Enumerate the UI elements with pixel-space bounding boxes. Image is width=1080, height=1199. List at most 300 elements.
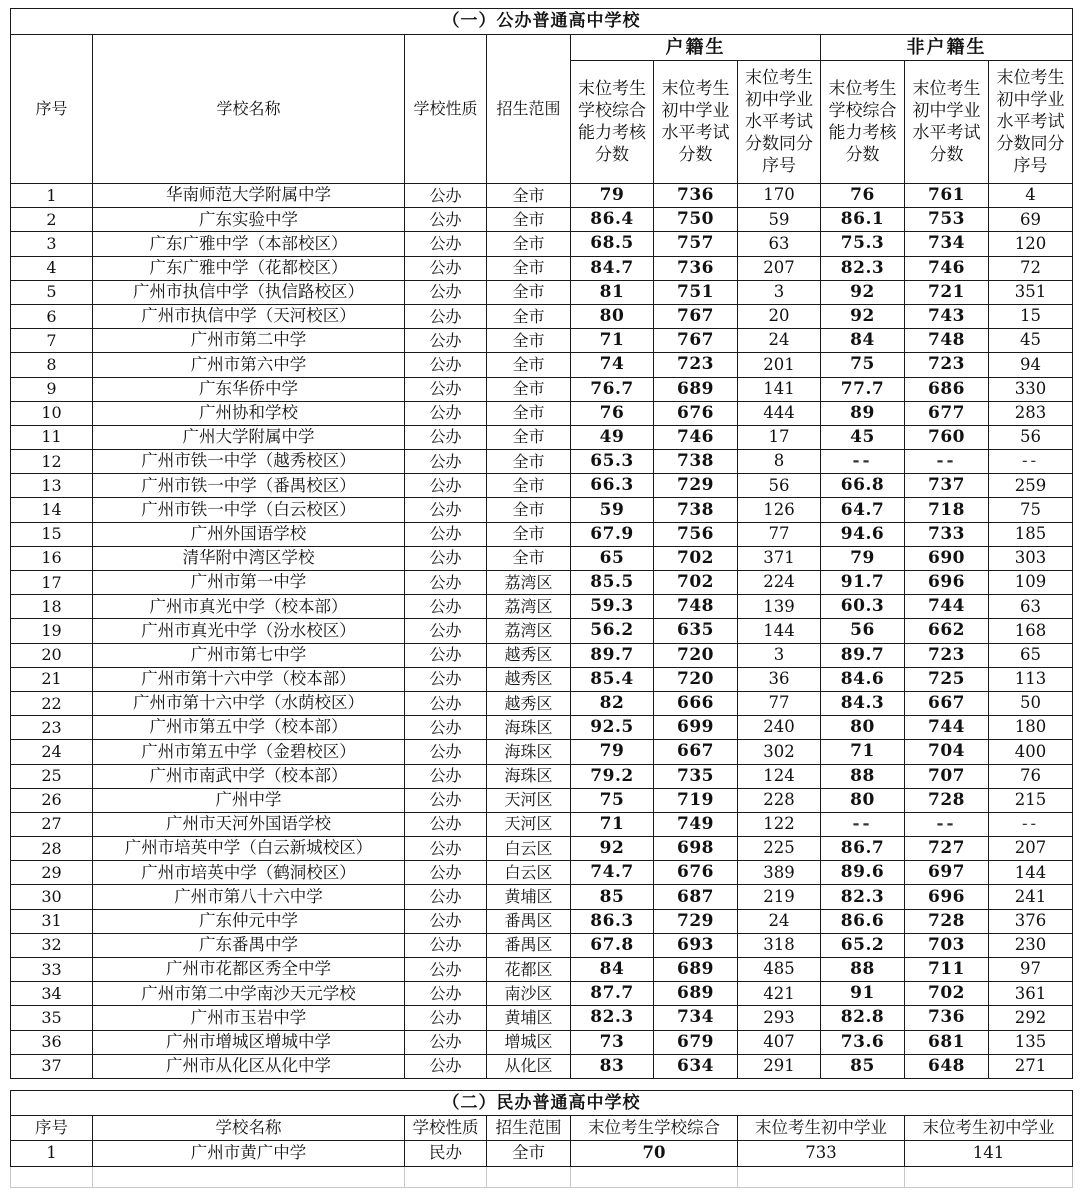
cell-nonlocal-score-b: 696 xyxy=(905,885,989,909)
cell-nonlocal-score-b: 697 xyxy=(905,861,989,885)
cell-nonlocal-score-c: 180 xyxy=(989,716,1073,740)
cell-school-name: 广州市培英中学（鹤洞校区） xyxy=(93,861,405,885)
cell-index: 7 xyxy=(11,329,93,353)
cell-nonlocal-score-a: 84 xyxy=(821,329,905,353)
col-header-local-score-c: 末位考生初中学业水平考试分数同分序号 xyxy=(738,61,821,184)
cell-school-name: 广州市真光中学（校本部） xyxy=(93,595,405,619)
cell-local-score-a: 85 xyxy=(571,885,654,909)
cell-nonlocal-score-c: 259 xyxy=(989,474,1073,498)
cell-range: 黄埔区 xyxy=(487,885,571,909)
cell-local-score-b: 751 xyxy=(654,280,738,304)
cell-nonlocal-score-b: 662 xyxy=(905,619,989,643)
cell-local-score-b: 723 xyxy=(654,353,738,377)
cell-local-score-a: 87.7 xyxy=(571,982,654,1006)
cell-nature: 公办 xyxy=(405,837,487,861)
table-row xyxy=(11,184,1073,208)
cell-range: 全市 xyxy=(487,329,571,353)
cell-range: 增城区 xyxy=(487,1030,571,1054)
cell-nonlocal-score-c: 230 xyxy=(989,933,1073,957)
cell-nonlocal-score-a: 82.8 xyxy=(821,1006,905,1030)
table-row xyxy=(11,571,1073,595)
cell-nonlocal-score-c: 330 xyxy=(989,377,1073,401)
cell-local-score-b: 634 xyxy=(654,1054,738,1078)
cell-school-name: 广东华侨中学 xyxy=(93,377,405,401)
cell-nonlocal-score-b: 707 xyxy=(905,764,989,788)
cell-nature: 公办 xyxy=(405,958,487,982)
cell-local-score-a: 80 xyxy=(571,304,654,328)
cell-local-score-b: 736 xyxy=(654,184,738,208)
cell-nonlocal-score-a: 91 xyxy=(821,982,905,1006)
table-row xyxy=(11,861,1073,885)
cell-nonlocal-score-c: 185 xyxy=(989,522,1073,546)
table-row xyxy=(11,329,1073,353)
cell-range: 南沙区 xyxy=(487,982,571,1006)
cell-index: 19 xyxy=(11,619,93,643)
cell-local-score-c: 240 xyxy=(738,716,821,740)
cell-nature: 公办 xyxy=(405,619,487,643)
cell-nonlocal-score-a: 75 xyxy=(821,353,905,377)
cell-nonlocal-score-a: 82.3 xyxy=(821,885,905,909)
cell-nature: 公办 xyxy=(405,861,487,885)
cell-local-score-b: 736 xyxy=(654,256,738,280)
cell-index: 29 xyxy=(11,861,93,885)
cell-local-score-b: 750 xyxy=(654,208,738,232)
cell-nonlocal-score-b: 753 xyxy=(905,208,989,232)
cell-nonlocal-score-a: 75.3 xyxy=(821,232,905,256)
cell-range: 全市 xyxy=(487,280,571,304)
cell-local-score-a: 66.3 xyxy=(571,474,654,498)
cell-local-score-c: 77 xyxy=(738,691,821,715)
cell-nonlocal-score-a: 89.7 xyxy=(821,643,905,667)
col-header-range: 招生范围 xyxy=(487,1116,571,1141)
cell-nonlocal-score-b: 677 xyxy=(905,401,989,425)
cell-index: 3 xyxy=(11,232,93,256)
cell-nature: 公办 xyxy=(405,474,487,498)
cell-local-score-c: 144 xyxy=(738,619,821,643)
col-header-range: 招生范围 xyxy=(487,35,571,184)
cell-local-score-a: 84.7 xyxy=(571,256,654,280)
cell-index: 11 xyxy=(11,425,93,449)
cell-nonlocal-score-b: 746 xyxy=(905,256,989,280)
cell-nonlocal-score-c: 303 xyxy=(989,546,1073,570)
cell-nature: 公办 xyxy=(405,353,487,377)
cell-nature: 公办 xyxy=(405,522,487,546)
cell-index: 37 xyxy=(11,1054,93,1078)
cell-range: 全市 xyxy=(487,450,571,474)
cell-nonlocal-score-a: 80 xyxy=(821,788,905,812)
cell-nonlocal-score-a: 66.8 xyxy=(821,474,905,498)
cell-nonlocal-score-c: 271 xyxy=(989,1054,1073,1078)
col-header-score-a: 末位考生学校综合 xyxy=(571,1116,738,1141)
cell-index: 8 xyxy=(11,353,93,377)
cell-school-name: 广州市铁一中学（白云校区） xyxy=(93,498,405,522)
cell-local-score-c: 8 xyxy=(738,450,821,474)
table-row xyxy=(11,885,1073,909)
cell-school-name: 广州市第二中学 xyxy=(93,329,405,353)
cell-nonlocal-score-c: -- xyxy=(989,812,1073,836)
cell-school-name: 广州市花都区秀全中学 xyxy=(93,958,405,982)
cell-nonlocal-score-a: 86.6 xyxy=(821,909,905,933)
cell-local-score-a: 65.3 xyxy=(571,450,654,474)
cell-nonlocal-score-b: -- xyxy=(905,812,989,836)
cell-nature: 公办 xyxy=(405,450,487,474)
cell-nature: 公办 xyxy=(405,812,487,836)
cell-local-score-c: 224 xyxy=(738,571,821,595)
cell-nature: 公办 xyxy=(405,208,487,232)
cell-school-name: 华南师范大学附属中学 xyxy=(93,184,405,208)
cell-local-score-c: 291 xyxy=(738,1054,821,1078)
table-row xyxy=(11,933,1073,957)
cell-local-score-a: 56.2 xyxy=(571,619,654,643)
cell-range: 越秀区 xyxy=(487,643,571,667)
cell-nature: 公办 xyxy=(405,425,487,449)
cell-nonlocal-score-c: 109 xyxy=(989,571,1073,595)
cell-nature: 公办 xyxy=(405,1030,487,1054)
section-title: （二）民办普通高中学校 xyxy=(11,1091,1073,1116)
cell-nature: 公办 xyxy=(405,546,487,570)
cell-local-score-a: 81 xyxy=(571,280,654,304)
cell-nonlocal-score-b: 648 xyxy=(905,1054,989,1078)
cell-school-name: 广州市第七中学 xyxy=(93,643,405,667)
cell-local-score-b: 748 xyxy=(654,595,738,619)
cell-nature: 公办 xyxy=(405,885,487,909)
table-row xyxy=(11,595,1073,619)
cell-nature: 公办 xyxy=(405,933,487,957)
table-row xyxy=(11,450,1073,474)
cell-nonlocal-score-a: 92 xyxy=(821,304,905,328)
cell-nonlocal-score-c: 135 xyxy=(989,1030,1073,1054)
cell-nonlocal-score-b: 725 xyxy=(905,667,989,691)
cell-score-b: 733 xyxy=(738,1141,905,1167)
cell-local-score-c: 293 xyxy=(738,1006,821,1030)
cell-nonlocal-score-c: 97 xyxy=(989,958,1073,982)
cell-local-score-a: 79 xyxy=(571,740,654,764)
cell-nonlocal-score-b: 686 xyxy=(905,377,989,401)
table-row xyxy=(11,1006,1073,1030)
table-row xyxy=(11,909,1073,933)
table-row xyxy=(11,837,1073,861)
cell-school-name: 广州市执信中学（执信路校区） xyxy=(93,280,405,304)
cell-local-score-a: 68.5 xyxy=(571,232,654,256)
cell-nature: 公办 xyxy=(405,909,487,933)
cell-nonlocal-score-a: 64.7 xyxy=(821,498,905,522)
col-header-nature: 学校性质 xyxy=(405,35,487,184)
col-header-nature: 学校性质 xyxy=(405,1116,487,1141)
table-row xyxy=(11,304,1073,328)
table-row xyxy=(11,425,1073,449)
cell-school-name: 广东实验中学 xyxy=(93,208,405,232)
cell-school-name: 广州市真光中学（汾水校区） xyxy=(93,619,405,643)
cell-nature: 公办 xyxy=(405,571,487,595)
cell-index: 30 xyxy=(11,885,93,909)
cell-nonlocal-score-b: 718 xyxy=(905,498,989,522)
cell-nonlocal-score-c: 113 xyxy=(989,667,1073,691)
cell-nonlocal-score-b: 748 xyxy=(905,329,989,353)
cell-nonlocal-score-a: -- xyxy=(821,450,905,474)
cell-local-score-c: 24 xyxy=(738,909,821,933)
cell-range: 全市 xyxy=(487,1141,571,1167)
cell-school-name: 广州市第一中学 xyxy=(93,571,405,595)
cell-local-score-c: 124 xyxy=(738,764,821,788)
cell-range: 全市 xyxy=(487,522,571,546)
cell-nonlocal-score-a: 45 xyxy=(821,425,905,449)
table-row xyxy=(11,474,1073,498)
table-row xyxy=(11,619,1073,643)
cell-nonlocal-score-b: 737 xyxy=(905,474,989,498)
cell-nonlocal-score-b: 667 xyxy=(905,691,989,715)
cell-local-score-c: 318 xyxy=(738,933,821,957)
cell-range: 全市 xyxy=(487,498,571,522)
cell-local-score-b: 693 xyxy=(654,933,738,957)
cell-nature: 公办 xyxy=(405,280,487,304)
cell-range: 荔湾区 xyxy=(487,619,571,643)
cell-range: 越秀区 xyxy=(487,691,571,715)
cell-local-score-c: 3 xyxy=(738,280,821,304)
cell-nonlocal-score-c: 56 xyxy=(989,425,1073,449)
cell-range: 从化区 xyxy=(487,1054,571,1078)
cell-local-score-a: 84 xyxy=(571,958,654,982)
cell-local-score-b: 767 xyxy=(654,329,738,353)
cell-school-name: 广州市第八十六中学 xyxy=(93,885,405,909)
cell-range: 全市 xyxy=(487,208,571,232)
cell-nonlocal-score-a: 91.7 xyxy=(821,571,905,595)
cell-local-score-a: 59.3 xyxy=(571,595,654,619)
cell-index: 35 xyxy=(11,1006,93,1030)
cell-local-score-c: 219 xyxy=(738,885,821,909)
table-row xyxy=(11,498,1073,522)
section-title: （一）公办普通高中学校 xyxy=(11,9,1073,35)
cell-range: 全市 xyxy=(487,232,571,256)
cell-range: 花都区 xyxy=(487,958,571,982)
cell-nonlocal-score-c: 168 xyxy=(989,619,1073,643)
cell-index: 13 xyxy=(11,474,93,498)
cell-nonlocal-score-c: 69 xyxy=(989,208,1073,232)
cell-local-score-c: 302 xyxy=(738,740,821,764)
cell-local-score-b: 757 xyxy=(654,232,738,256)
cell-nonlocal-score-a: 82.3 xyxy=(821,256,905,280)
cell-nonlocal-score-c: 94 xyxy=(989,353,1073,377)
table-row xyxy=(11,377,1073,401)
cell-local-score-a: 76.7 xyxy=(571,377,654,401)
cell-nonlocal-score-b: 734 xyxy=(905,232,989,256)
cell-range: 荔湾区 xyxy=(487,595,571,619)
cell-nonlocal-score-b: 704 xyxy=(905,740,989,764)
public-schools-table xyxy=(10,8,1073,1079)
cell-range: 番禺区 xyxy=(487,909,571,933)
table-row xyxy=(11,764,1073,788)
cell-school-name: 广州市增城区增城中学 xyxy=(93,1030,405,1054)
group-header-local: 户籍生 xyxy=(571,35,821,61)
cell-local-score-b: 767 xyxy=(654,304,738,328)
cell-local-score-c: 141 xyxy=(738,377,821,401)
table-row xyxy=(11,788,1073,812)
cell-local-score-b: 729 xyxy=(654,909,738,933)
cell-school-name: 清华附中湾区学校 xyxy=(93,546,405,570)
cell-index: 26 xyxy=(11,788,93,812)
cell-local-score-c: 17 xyxy=(738,425,821,449)
cell-local-score-a: 92 xyxy=(571,837,654,861)
cell-local-score-c: 36 xyxy=(738,667,821,691)
table-row xyxy=(11,667,1073,691)
cell-school-name: 广州市铁一中学（番禺校区） xyxy=(93,474,405,498)
cell-local-score-b: 698 xyxy=(654,837,738,861)
cell-nonlocal-score-c: 65 xyxy=(989,643,1073,667)
col-header-nonlocal-score-a: 末位考生学校综合能力考核分数 xyxy=(821,61,905,184)
cell-school-name: 广州中学 xyxy=(93,788,405,812)
cell-nature: 公办 xyxy=(405,691,487,715)
cell-local-score-b: 667 xyxy=(654,740,738,764)
cell-local-score-a: 92.5 xyxy=(571,716,654,740)
cell-nonlocal-score-b: 723 xyxy=(905,643,989,667)
cell-range: 全市 xyxy=(487,353,571,377)
cell-nonlocal-score-a: 85 xyxy=(821,1054,905,1078)
col-header-name: 学校名称 xyxy=(93,1116,405,1141)
cell-range: 白云区 xyxy=(487,861,571,885)
col-header-local-score-a: 末位考生学校综合能力考核分数 xyxy=(571,61,654,184)
cell-local-score-c: 407 xyxy=(738,1030,821,1054)
cell-range: 全市 xyxy=(487,474,571,498)
cell-local-score-a: 82.3 xyxy=(571,1006,654,1030)
cell-school-name: 广州市培英中学（白云新城校区） xyxy=(93,837,405,861)
cell-nature: 公办 xyxy=(405,184,487,208)
cell-index: 17 xyxy=(11,571,93,595)
col-header-nonlocal-score-c: 末位考生初中学业水平考试分数同分序号 xyxy=(989,61,1073,184)
table-row xyxy=(11,982,1073,1006)
cell-local-score-a: 82 xyxy=(571,691,654,715)
cell-nonlocal-score-a: 89 xyxy=(821,401,905,425)
cell-local-score-b: 689 xyxy=(654,377,738,401)
cell-nonlocal-score-c: 351 xyxy=(989,280,1073,304)
cell-nonlocal-score-a: 71 xyxy=(821,740,905,764)
cell-nature: 公办 xyxy=(405,401,487,425)
cell-local-score-b: 676 xyxy=(654,861,738,885)
cell-index: 1 xyxy=(11,184,93,208)
cell-local-score-a: 85.4 xyxy=(571,667,654,691)
cell-school-name: 广州市从化区从化中学 xyxy=(93,1054,405,1078)
cell-local-score-c: 485 xyxy=(738,958,821,982)
table-row xyxy=(11,691,1073,715)
cell-local-score-a: 86.4 xyxy=(571,208,654,232)
cell-local-score-c: 59 xyxy=(738,208,821,232)
cell-nonlocal-score-a: 92 xyxy=(821,280,905,304)
cell-nonlocal-score-c: 4 xyxy=(989,184,1073,208)
cell-nonlocal-score-c: 50 xyxy=(989,691,1073,715)
cell-index: 21 xyxy=(11,667,93,691)
table-row xyxy=(11,812,1073,836)
cell-nature: 公办 xyxy=(405,595,487,619)
cell-index: 6 xyxy=(11,304,93,328)
cell-range: 白云区 xyxy=(487,837,571,861)
cell-nature: 公办 xyxy=(405,377,487,401)
cell-range: 全市 xyxy=(487,304,571,328)
cell-nonlocal-score-a: 89.6 xyxy=(821,861,905,885)
cell-index: 36 xyxy=(11,1030,93,1054)
cell-nonlocal-score-b: 690 xyxy=(905,546,989,570)
cell-nonlocal-score-c: 241 xyxy=(989,885,1073,909)
cell-nature: 公办 xyxy=(405,329,487,353)
cell-school-name: 广州市玉岩中学 xyxy=(93,1006,405,1030)
cell-range: 海珠区 xyxy=(487,740,571,764)
col-header-name: 学校名称 xyxy=(93,35,405,184)
cell-nature: 公办 xyxy=(405,498,487,522)
cell-local-score-a: 74.7 xyxy=(571,861,654,885)
cell-local-score-a: 75 xyxy=(571,788,654,812)
cell-local-score-b: 699 xyxy=(654,716,738,740)
cell-nonlocal-score-c: 144 xyxy=(989,861,1073,885)
table-row xyxy=(11,1141,1073,1167)
cell-nonlocal-score-a: 88 xyxy=(821,764,905,788)
cell-local-score-b: 734 xyxy=(654,1006,738,1030)
cell-index: 34 xyxy=(11,982,93,1006)
cell-index: 5 xyxy=(11,280,93,304)
cell-local-score-a: 59 xyxy=(571,498,654,522)
cell-nonlocal-score-a: 65.2 xyxy=(821,933,905,957)
table-row xyxy=(11,1054,1073,1078)
cell-local-score-c: 201 xyxy=(738,353,821,377)
cell-local-score-c: 371 xyxy=(738,546,821,570)
cell-local-score-c: 63 xyxy=(738,232,821,256)
table-row xyxy=(11,208,1073,232)
cell-nonlocal-score-c: -- xyxy=(989,450,1073,474)
cell-local-score-a: 67.9 xyxy=(571,522,654,546)
cell-index: 16 xyxy=(11,546,93,570)
cell-nature: 公办 xyxy=(405,1006,487,1030)
col-header-index: 序号 xyxy=(11,35,93,184)
cell-local-score-b: 679 xyxy=(654,1030,738,1054)
cell-local-score-b: 738 xyxy=(654,450,738,474)
cell-school-name: 广州市第二中学南沙天元学校 xyxy=(93,982,405,1006)
cell-nonlocal-score-c: 283 xyxy=(989,401,1073,425)
cell-index: 31 xyxy=(11,909,93,933)
cell-range: 海珠区 xyxy=(487,764,571,788)
cell-nonlocal-score-a: 56 xyxy=(821,619,905,643)
cell-nature: 公办 xyxy=(405,982,487,1006)
cell-nonlocal-score-c: 361 xyxy=(989,982,1073,1006)
table-row xyxy=(11,716,1073,740)
cell-index: 28 xyxy=(11,837,93,861)
cell-nonlocal-score-b: 702 xyxy=(905,982,989,1006)
cell-nonlocal-score-b: 761 xyxy=(905,184,989,208)
cell-local-score-c: 122 xyxy=(738,812,821,836)
cell-local-score-a: 71 xyxy=(571,812,654,836)
cell-local-score-b: 756 xyxy=(654,522,738,546)
cell-index: 18 xyxy=(11,595,93,619)
cell-local-score-c: 421 xyxy=(738,982,821,1006)
cell-local-score-c: 389 xyxy=(738,861,821,885)
cell-nonlocal-score-a: 86.7 xyxy=(821,837,905,861)
cell-local-score-b: 689 xyxy=(654,982,738,1006)
cell-local-score-c: 126 xyxy=(738,498,821,522)
cell-local-score-b: 702 xyxy=(654,571,738,595)
cell-local-score-c: 77 xyxy=(738,522,821,546)
cell-school-name: 广东广雅中学（本部校区） xyxy=(93,232,405,256)
cell-school-name: 广东仲元中学 xyxy=(93,909,405,933)
cell-nonlocal-score-a: 94.6 xyxy=(821,522,905,546)
cell-index: 32 xyxy=(11,933,93,957)
table-row xyxy=(11,643,1073,667)
cell-school-name: 广东广雅中学（花都校区） xyxy=(93,256,405,280)
cell-nonlocal-score-c: 120 xyxy=(989,232,1073,256)
cell-nature: 民办 xyxy=(405,1141,487,1167)
cell-nature: 公办 xyxy=(405,643,487,667)
cell-nonlocal-score-a: 80 xyxy=(821,716,905,740)
cell-range: 全市 xyxy=(487,377,571,401)
cell-nonlocal-score-b: 736 xyxy=(905,1006,989,1030)
cell-nature: 公办 xyxy=(405,764,487,788)
cell-range: 全市 xyxy=(487,546,571,570)
cell-nonlocal-score-b: 728 xyxy=(905,909,989,933)
cell-local-score-c: 139 xyxy=(738,595,821,619)
